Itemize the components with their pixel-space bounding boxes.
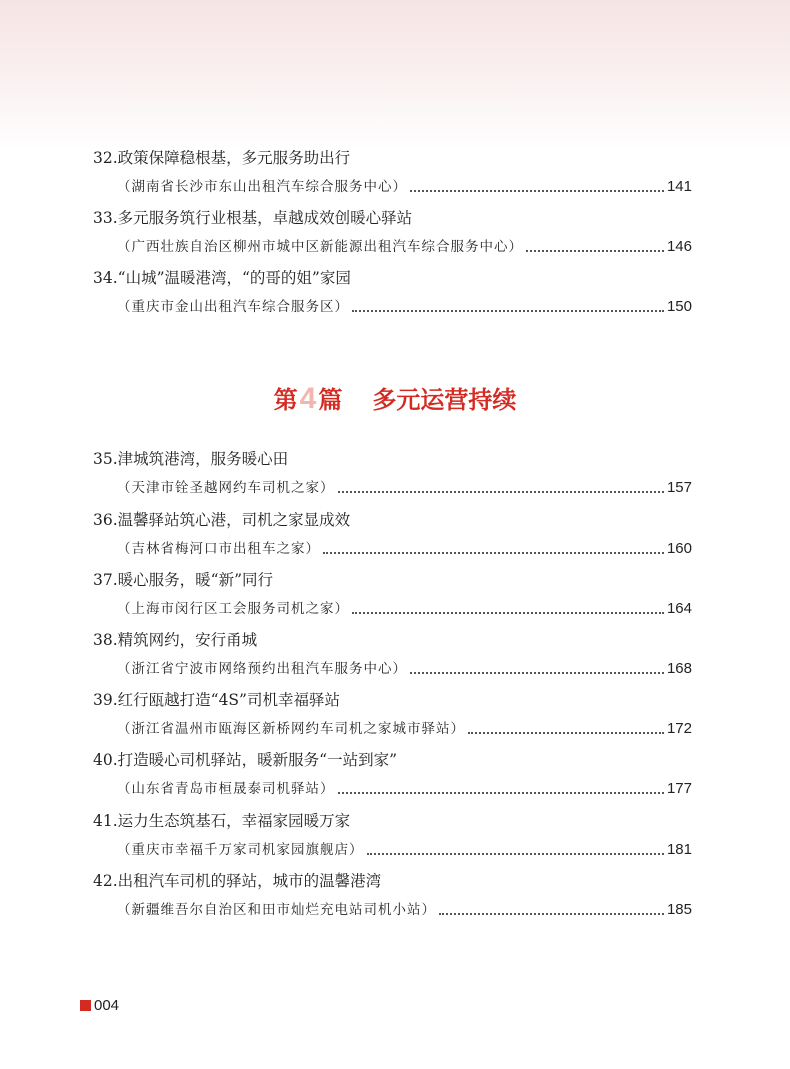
toc-entry-org: （新疆维吾尔自治区和田市灿烂充电站司机小站） xyxy=(117,902,436,918)
toc-entry-org: （山东省青岛市桓晟泰司机驿站） xyxy=(117,781,335,797)
toc-entry-subtitle[interactable] xyxy=(117,779,692,799)
toc-entry-title[interactable]: 32.政策保障稳根基，多元服务助出行 xyxy=(93,149,351,167)
toc-entry-subtitle[interactable] xyxy=(117,840,692,860)
page-folio xyxy=(80,997,119,1014)
dot-leader xyxy=(367,853,664,855)
toc-entry-title[interactable]: 42.出租汽车司机的驿站，城市的温馨港湾 xyxy=(93,872,382,890)
toc-entry-org: （重庆市金山出租汽车综合服务区） xyxy=(117,299,349,315)
toc-entry-title[interactable]: 33.多元服务筑行业根基，卓越成效创暖心驿站 xyxy=(93,209,413,227)
dot-leader xyxy=(352,612,664,614)
dot-leader xyxy=(338,491,664,493)
top-background-wash xyxy=(0,0,790,150)
dot-leader xyxy=(352,310,664,312)
dot-leader xyxy=(410,672,664,674)
dot-leader xyxy=(410,190,664,192)
toc-entry-subtitle[interactable] xyxy=(117,719,692,739)
toc-entry-page: 146 xyxy=(666,238,692,255)
toc-entry-page: 160 xyxy=(666,540,692,557)
toc-entry-title[interactable]: 37.暖心服务，暖“新”同行 xyxy=(93,571,273,589)
toc-entry-org: （浙江省宁波市网络预约出租汽车服务中心） xyxy=(117,661,407,677)
toc-entry-org: （广西壮族自治区柳州市城中区新能源出租汽车综合服务中心） xyxy=(117,239,523,255)
section-prefix: 第 xyxy=(273,386,298,414)
dot-leader xyxy=(338,792,664,794)
toc-entry-org: （吉林省梅河口市出租车之家） xyxy=(117,541,320,557)
toc-entry-subtitle[interactable] xyxy=(117,659,692,679)
toc-entry-org: （重庆市幸福千万家司机家园旗舰店） xyxy=(117,842,364,858)
toc-entry-subtitle[interactable] xyxy=(117,177,692,197)
toc-entry-org: （浙江省温州市瓯海区新桥网约车司机之家城市驿站） xyxy=(117,721,465,737)
folio-number: 004 xyxy=(94,997,120,1014)
toc-entry-page: 181 xyxy=(666,841,692,858)
toc-entry-title[interactable]: 39.红行瓯越打造“4S”司机幸福驿站 xyxy=(93,691,340,709)
toc-entry-page: 141 xyxy=(666,178,692,195)
section-number: 4 xyxy=(299,382,317,415)
toc-entry-subtitle[interactable] xyxy=(117,237,692,257)
toc-entry-title[interactable]: 35.津城筑港湾，服务暖心田 xyxy=(93,450,289,468)
toc-entry-subtitle[interactable] xyxy=(117,900,692,920)
toc-entry-subtitle[interactable] xyxy=(117,539,692,559)
toc-entry-page: 172 xyxy=(666,720,692,737)
folio-marker xyxy=(80,1000,91,1011)
toc-entry-title[interactable]: 36.温馨驿站筑心港，司机之家显成效 xyxy=(93,511,351,529)
toc-entry-title[interactable]: 38.精筑网约，安行甬城 xyxy=(93,631,258,649)
toc-entry-org: （上海市闵行区工会服务司机之家） xyxy=(117,601,349,617)
dot-leader xyxy=(468,732,664,734)
toc-entry-page: 185 xyxy=(666,901,692,918)
toc-entry-subtitle[interactable] xyxy=(117,599,692,619)
dot-leader xyxy=(323,552,664,554)
toc-entry-org: （湖南省长沙市东山出租汽车综合服务中心） xyxy=(117,179,407,195)
toc-entry-page: 164 xyxy=(666,600,692,617)
dot-leader xyxy=(526,250,664,252)
section-name: 多元运营持续 xyxy=(372,386,517,414)
toc-entry-page: 177 xyxy=(666,780,692,797)
toc-entry-page: 157 xyxy=(666,479,692,496)
section-heading xyxy=(0,382,790,417)
section-suffix: 篇 xyxy=(318,386,343,414)
toc-entry-subtitle[interactable] xyxy=(117,297,692,317)
toc-entry-title[interactable]: 41.运力生态筑基石，幸福家园暖万家 xyxy=(93,812,351,830)
dot-leader xyxy=(439,913,664,915)
toc-entry-page: 168 xyxy=(666,660,692,677)
toc-entry-title[interactable]: 40.打造暖心司机驿站，暖新服务“一站到家” xyxy=(93,751,397,769)
toc-entry-subtitle[interactable] xyxy=(117,478,692,498)
toc-entry-org: （天津市铨圣越网约车司机之家） xyxy=(117,480,335,496)
toc-entry-title[interactable]: 34.“山城”温暖港湾，“的哥的姐”家园 xyxy=(93,269,351,287)
toc-entry-page: 150 xyxy=(666,298,692,315)
